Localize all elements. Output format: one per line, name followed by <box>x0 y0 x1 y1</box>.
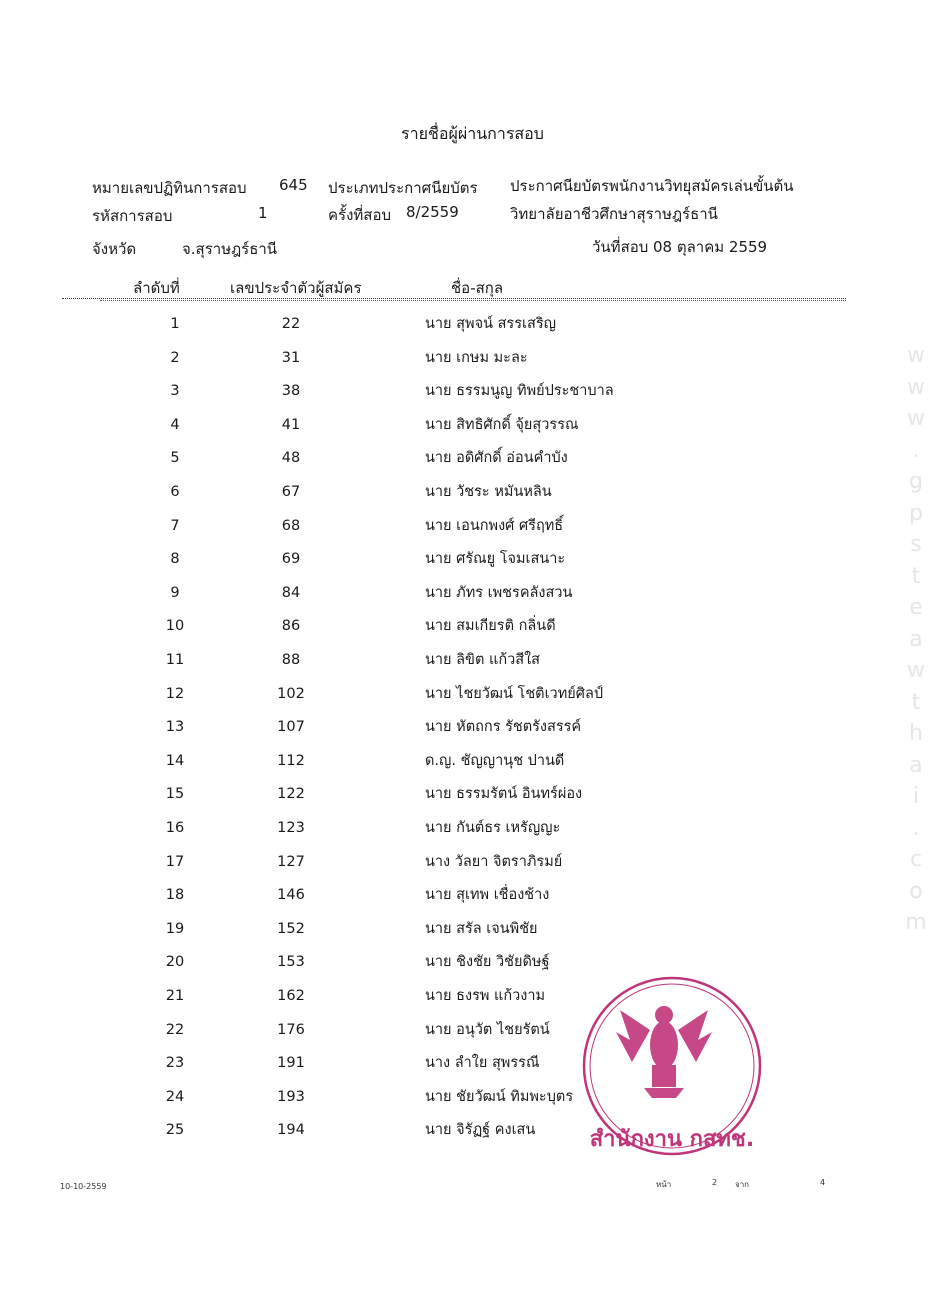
round-value: 8/2559 <box>406 203 459 221</box>
print-date: 10-10-2559 <box>60 1182 107 1191</box>
row-seq: 16 <box>165 820 185 836</box>
row-name: นาย กันต์ธร เหรัญญะ <box>425 820 561 836</box>
row-name: นาย ธงรพ แก้วงาม <box>425 988 546 1004</box>
row-seq: 17 <box>165 854 185 870</box>
row-name: นาย ชิงชัย วิชัยดิษฐ์ <box>425 954 550 970</box>
row-applicant-id: 88 <box>281 652 301 668</box>
row-name: นาย สมเกียรติ กลิ่นดี <box>425 618 556 634</box>
row-name: นาย ลิขิต แก้วสีใส <box>425 652 541 668</box>
watermark-char: t <box>911 689 921 715</box>
row-name: นาย สุพจน์ สรรเสริญ <box>425 316 556 332</box>
row-applicant-id: 193 <box>277 1089 305 1105</box>
row-applicant-id: 69 <box>281 551 301 567</box>
page-number: 2 <box>712 1178 718 1187</box>
row-name: นาย ไชยวัฒน์ โชติเวทย์ศิลป์ <box>425 686 604 702</box>
row-seq: 24 <box>165 1089 185 1105</box>
row-seq: 5 <box>170 450 180 466</box>
row-seq: 7 <box>170 518 180 534</box>
row-applicant-id: 38 <box>281 383 301 399</box>
row-name: นาย เอนกพงศ์ ศรีฤทธิ์ <box>425 518 564 534</box>
watermark-char: . <box>912 437 920 463</box>
row-name: นาย หัตถกร รัชตรังสรรค์ <box>425 719 582 735</box>
row-seq: 21 <box>165 988 185 1004</box>
row-seq: 13 <box>165 719 185 735</box>
watermark-char: c <box>909 847 923 872</box>
row-name: นาย ธรรมนูญ ทิพย์ประชาบาล <box>425 383 614 399</box>
column-header-name: ชื่อ-สกุล <box>451 279 504 297</box>
row-applicant-id: 22 <box>281 316 301 332</box>
row-name: นาย สิทธิศักดิ์ จุ้ยสุวรรณ <box>425 417 579 433</box>
row-name: นาย เกษม มะละ <box>425 350 528 366</box>
watermark-char: a <box>909 626 923 652</box>
watermark-char: w <box>907 406 925 431</box>
watermark-char: w <box>907 658 925 683</box>
row-seq: 10 <box>165 618 185 634</box>
row-seq: 6 <box>170 484 180 500</box>
row-name: นาย ชัยวัฒน์ ทิมพะบุตร <box>425 1089 574 1105</box>
row-applicant-id: 31 <box>281 350 301 366</box>
watermark-char: t <box>911 563 921 589</box>
row-name: ด.ญ. ชัญญานุช ปานดี <box>425 753 565 769</box>
watermark-char: m <box>905 910 927 935</box>
row-applicant-id: 86 <box>281 618 301 634</box>
of-label: จาก <box>735 1180 750 1189</box>
row-applicant-id: 107 <box>277 719 305 735</box>
row-seq: 4 <box>170 417 180 433</box>
row-seq: 14 <box>165 753 185 769</box>
row-applicant-id: 41 <box>281 417 301 433</box>
page-title: รายชื่อผู้ผ่านการสอบ <box>401 124 544 143</box>
row-applicant-id: 68 <box>281 518 301 534</box>
watermark-char: e <box>909 595 923 620</box>
office-seal <box>572 970 772 1165</box>
row-name: นาย อดิศักดิ์ อ่อนคำบัง <box>425 450 568 466</box>
row-name: นาง วัลยา จิตราภิรมย์ <box>425 854 563 870</box>
row-name: นาย สรัล เจนพิชัย <box>425 921 538 937</box>
column-header-seq: ลำดับที่ <box>133 279 180 297</box>
cert-type-value: ประกาศนียบัตรพนักงานวิทยุสมัครเล่นขั้นต้น <box>510 177 794 195</box>
row-seq: 8 <box>170 551 180 567</box>
row-seq: 3 <box>170 383 180 399</box>
watermark-char: i <box>912 784 920 809</box>
row-seq: 2 <box>170 350 180 366</box>
page-total: 4 <box>820 1178 826 1187</box>
row-name: นาย จิรัฏฐ์ คงเสน <box>425 1122 536 1138</box>
row-seq: 18 <box>165 887 185 903</box>
exam-calendar-label: หมายเลขปฏิทินการสอบ <box>92 179 247 197</box>
row-applicant-id: 102 <box>277 686 305 702</box>
row-applicant-id: 48 <box>281 450 301 466</box>
row-applicant-id: 176 <box>277 1022 305 1038</box>
row-seq: 19 <box>165 921 185 937</box>
row-name: นาย วัชระ หมันหลิน <box>425 484 552 500</box>
row-seq: 20 <box>165 954 185 970</box>
column-header-applicant-id: เลขประจำตัวผู้สมัคร <box>230 279 362 297</box>
row-applicant-id: 191 <box>277 1055 305 1071</box>
round-label: ครั้งที่สอบ <box>328 206 391 224</box>
seal-text: สำนักงาน กสทช. <box>589 1127 755 1152</box>
row-applicant-id: 127 <box>277 854 305 870</box>
watermark-char: h <box>909 721 923 746</box>
exam-calendar-value: 645 <box>279 176 308 194</box>
exam-date: วันที่สอบ 08 ตุลาคม 2559 <box>592 238 768 256</box>
province-label: จังหวัด <box>92 240 137 258</box>
garuda-emblem-icon <box>616 1006 712 1098</box>
row-applicant-id: 146 <box>277 887 305 903</box>
row-applicant-id: 84 <box>281 585 301 601</box>
watermark-char: s <box>910 532 922 557</box>
row-applicant-id: 194 <box>277 1122 305 1138</box>
row-seq: 22 <box>165 1022 185 1038</box>
row-name: นาย อนุวัต ไชยรัตน์ <box>425 1022 550 1038</box>
header-divider-secondary <box>100 300 846 301</box>
row-applicant-id: 122 <box>277 786 305 802</box>
row-applicant-id: 112 <box>277 753 305 769</box>
row-name: นาย ศรัณยู โจมเสนาะ <box>425 551 566 567</box>
row-seq: 11 <box>165 652 185 668</box>
province-value: จ.สุราษฎร์ธานี <box>182 240 278 258</box>
row-seq: 1 <box>170 316 180 332</box>
exam-code-label: รหัสการสอบ <box>92 207 173 225</box>
row-name: นาย ภัทร เพชรคลังสวน <box>425 585 573 601</box>
page-label: หน้า <box>656 1180 672 1189</box>
watermark-char: w <box>907 374 925 400</box>
row-seq: 23 <box>165 1055 185 1071</box>
exam-code-value: 1 <box>258 204 268 222</box>
watermark <box>896 340 936 939</box>
row-applicant-id: 123 <box>277 820 305 836</box>
watermark-char: a <box>909 752 923 778</box>
row-seq: 25 <box>165 1122 185 1138</box>
watermark-char: g <box>909 469 923 494</box>
watermark-char: o <box>909 878 923 904</box>
row-applicant-id: 162 <box>277 988 305 1004</box>
row-seq: 9 <box>170 585 180 601</box>
row-applicant-id: 152 <box>277 921 305 937</box>
row-name: นาย ธรรมรัตน์ อินทร์ผ่อง <box>425 786 583 802</box>
cert-type-label: ประเภทประกาศนียบัตร <box>328 179 478 197</box>
header-divider <box>62 298 846 299</box>
venue: วิทยาลัยอาชีวศึกษาสุราษฎร์ธานี <box>510 205 718 223</box>
row-name: นาย สุเทพ เชื่องช้าง <box>425 887 550 903</box>
row-seq: 15 <box>165 786 185 802</box>
watermark-char: w <box>907 343 925 368</box>
watermark-char: p <box>909 500 923 526</box>
row-applicant-id: 67 <box>281 484 301 500</box>
row-applicant-id: 153 <box>277 954 305 970</box>
row-seq: 12 <box>165 686 185 702</box>
row-name: นาง ลำใย สุพรรณี <box>425 1055 540 1071</box>
watermark-char: . <box>912 815 920 841</box>
